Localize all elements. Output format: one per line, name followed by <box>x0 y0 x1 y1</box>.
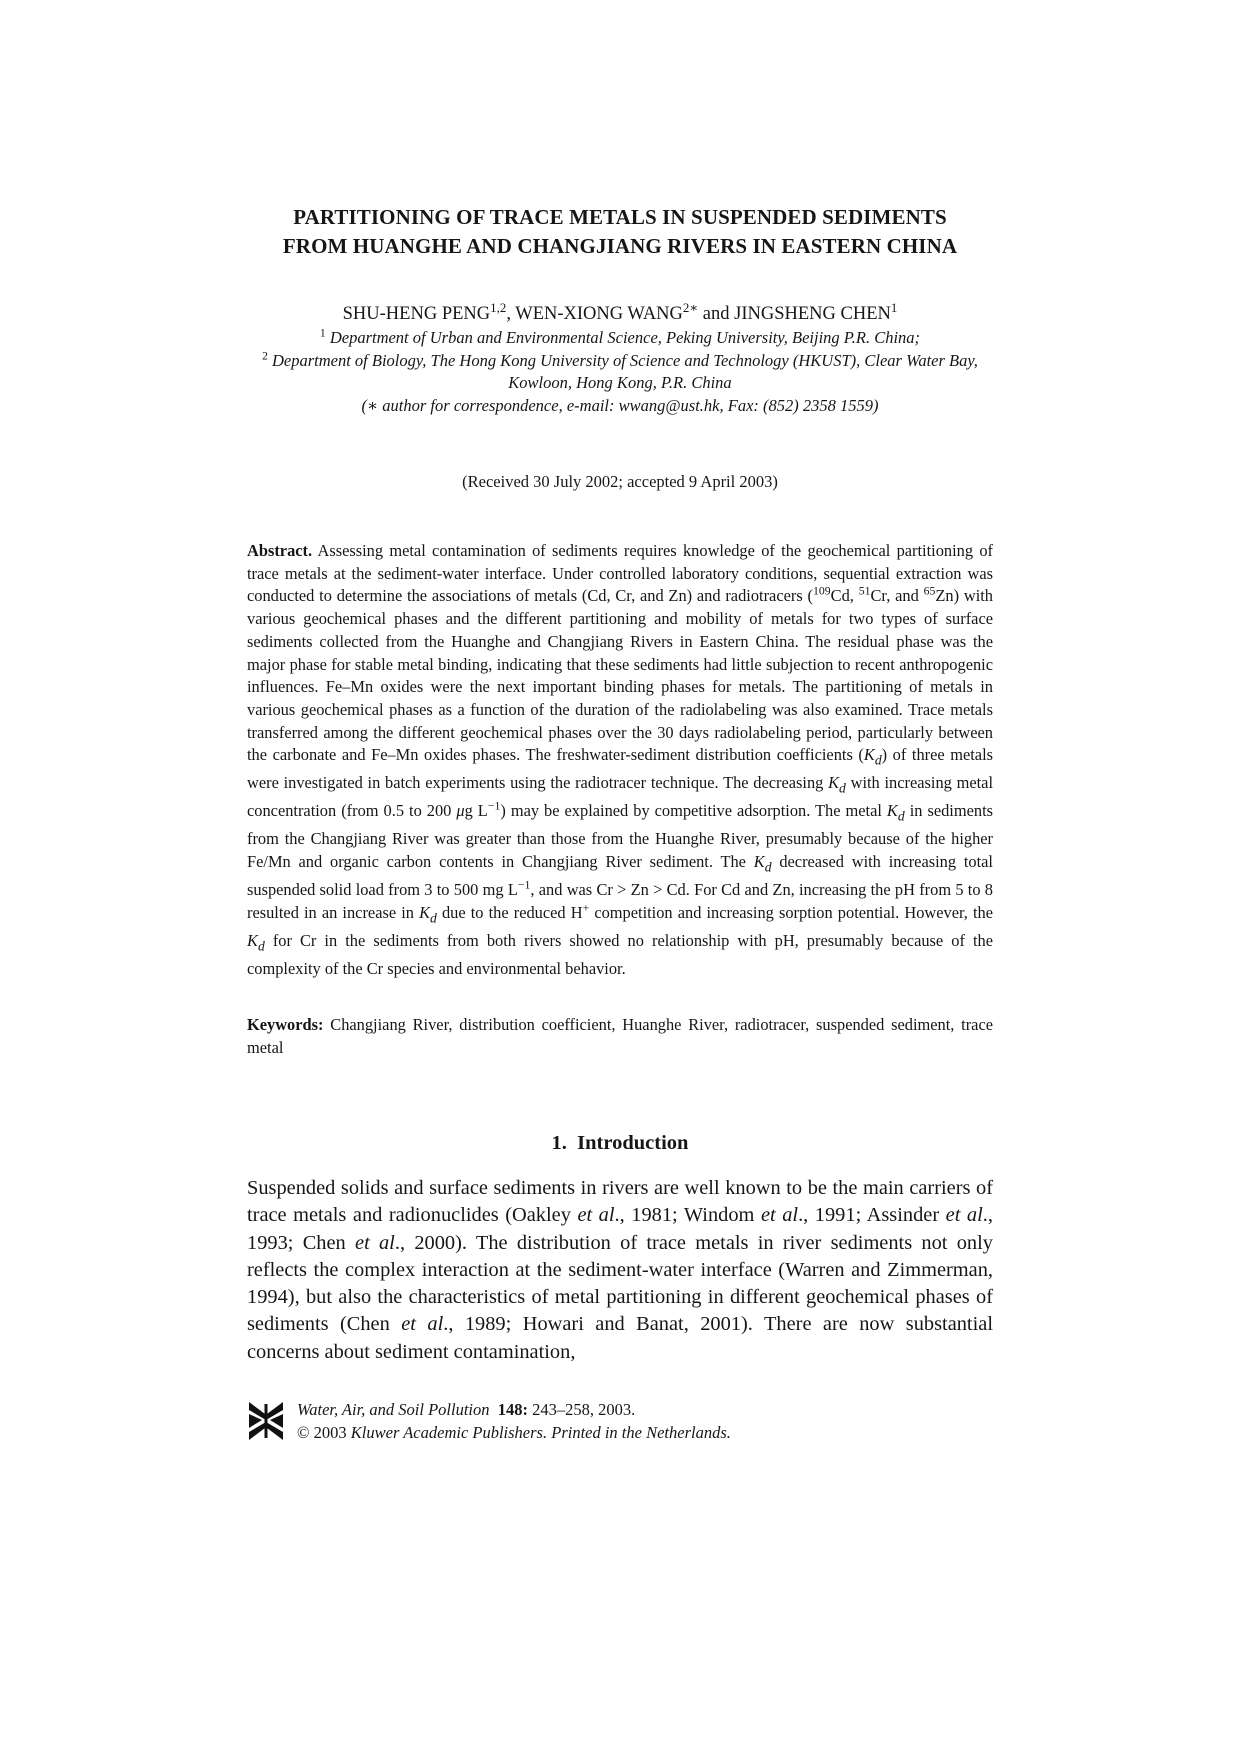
ion-charge: + <box>582 900 590 915</box>
affiliation-text: Department of Urban and Environmental Science, Peking University, Beijing P.R. China; <box>325 328 921 347</box>
section-title: Introduction <box>577 1132 689 1154</box>
author-name: JINGSHENG CHEN <box>734 304 891 324</box>
affiliations <box>240 327 1000 417</box>
kd-subscript: d <box>874 752 882 768</box>
author-affiliation-mark: 1,2 <box>490 299 507 315</box>
section-number: 1. <box>551 1132 567 1154</box>
abstract-text: in sediments from the Changjiang River was greater than those from the Huanghe River, presumably because of the higher Fe/Mn and organic carbon contents in Changjiang River sediment. The <box>247 801 993 871</box>
intro-text: ., 2000). The distribution of trace metals in river sediments not only reflects the complex interaction at the sediment-water interface (Warren and Zimmerman, 1994), but also the characteristics of metal partitioning in different geochemical phases of sediments (Chen <box>247 1231 993 1336</box>
kd-symbol: K <box>753 851 765 871</box>
keywords-text: Changjiang River, distribution coefficient, Huanghe River, radiotracer, suspended sediment, trace metal <box>247 1015 993 1057</box>
keywords <box>247 1014 993 1059</box>
author-affiliation-mark: 2∗ <box>682 299 699 315</box>
kd-symbol: K <box>419 902 431 922</box>
kd-subscript: d <box>839 780 846 796</box>
footer-text <box>297 1398 731 1444</box>
kd-subscript: d <box>764 859 772 875</box>
isotope-mass: 109 <box>812 583 831 598</box>
abstract-text: ) with various geochemical phases and the different partitioning and mobility of metals for two types of surface sediments collected from the Huanghe and Changjiang Rivers in Eastern China. The residual phase was the major phase for stable metal binding, indicating that these sediments had little subjection to recent anthropogenic influences. Fe–Mn oxides were the next important binding phases for metals. The partitioning of metals in various geochemical phases as a function of the duration of the radiolabeling was also examined. Trace metals transferred among the different geochemical phases over the 30 days radiolabeling period, particularly between the carbonate and Fe–Mn oxides phases. The freshwater-sediment distribution coefficients ( <box>247 586 994 765</box>
affiliation-number: 2 <box>262 350 268 363</box>
author-separator: , <box>506 304 516 324</box>
affiliation-number: 1 <box>319 327 326 340</box>
author-list <box>200 299 1040 326</box>
abstract-text: , and was Cr > Zn > Cd. For Cd and Zn, increasing the pH from 5 to 8 resulted in an increase in <box>247 879 993 922</box>
et-al: et al <box>760 1204 799 1227</box>
section-heading <box>200 1130 1040 1156</box>
kd-subscript: d <box>257 937 265 953</box>
kd-symbol: K <box>863 745 875 765</box>
abstract-text: ) of three metals were investigated in batch experiments using the radiotracer technique. The decreasing <box>247 745 994 793</box>
kd-subscript: d <box>897 808 905 824</box>
citation-line <box>297 1398 731 1421</box>
author-affiliation-mark: 1 <box>890 299 898 315</box>
affiliation-1 <box>240 327 1000 350</box>
kd-symbol: K <box>828 773 840 793</box>
affiliation-2 <box>240 350 1000 395</box>
kd-symbol: K <box>247 930 258 950</box>
affiliation-text: Department of Biology, The Hong Kong University of Science and Technology (HKUST), Clear Water Bay, Kowloon, Hong Kong, P.R. China <box>267 350 978 393</box>
abstract-text: Cr, and <box>870 586 924 606</box>
abstract-text: ) may be explained by competitive adsorption. The metal <box>500 801 887 821</box>
introduction-paragraph <box>247 1175 993 1366</box>
copyright-line <box>297 1421 731 1444</box>
author-separator: and <box>698 304 735 324</box>
et-al: et al <box>355 1231 395 1254</box>
et-al: et al <box>401 1313 444 1336</box>
abstract-text: Cd, <box>830 586 859 606</box>
mu-symbol: μ <box>456 801 465 821</box>
publisher-logo-icon <box>247 1400 285 1442</box>
copyright-year: © 2003 <box>297 1423 351 1442</box>
abstract-text: due to the reduced H <box>436 902 583 922</box>
journal-name: Water, Air, and Soil Pollution <box>297 1400 490 1419</box>
intro-text: ., 1991; Assinder <box>798 1204 946 1227</box>
journal-footer <box>247 1398 1007 1450</box>
abstract-text: g L <box>464 801 488 821</box>
intro-text: ., 1981; Windom <box>614 1204 761 1227</box>
author-name: WEN-XIONG WANG <box>515 304 683 324</box>
abstract-label: Abstract. <box>247 541 313 560</box>
keywords-label: Keywords: <box>247 1015 324 1034</box>
kd-subscript: d <box>430 909 437 925</box>
abstract-text: Zn <box>935 586 954 606</box>
journal-pages: 243–258, 2003. <box>528 1400 636 1419</box>
title-line-2: FROM HUANGHE AND CHANGJIANG RIVERS IN EASTERN CHINA <box>282 234 958 258</box>
received-dates: (Received 30 July 2002; accepted 9 April 2003) <box>462 472 778 491</box>
author-name: SHU-HENG PENG <box>342 304 491 324</box>
abstract-text: with increasing metal concentration (from 0.5 to 200 <box>247 773 993 821</box>
intro-text: ., 1989; Howari and Banat, 2001). There are now substantial concerns about sediment contamination, <box>247 1313 993 1363</box>
paper-title <box>200 203 1040 261</box>
intro-text: ., 1993; Chen <box>247 1204 993 1254</box>
exponent: −1 <box>517 877 531 892</box>
abstract-text: for Cr in the sediments from both rivers showed no relationship with pH, presumably because of the complexity of the Cr species and environmental behavior. <box>247 930 993 978</box>
abstract <box>247 540 993 980</box>
intro-text: Suspended solids and surface sediments in rivers are well known to be the main carriers of trace metals and radionuclides (Oakley <box>247 1177 993 1227</box>
publisher-name: Kluwer Academic Publishers. <box>350 1423 548 1442</box>
et-al: et al <box>577 1204 615 1227</box>
abstract-text: decreased with increasing total suspended solid load from 3 to 500 mg L <box>247 851 993 899</box>
exponent: −1 <box>487 798 501 813</box>
correspondence-note: (∗ author for correspondence, e-mail: wwang@ust.hk, Fax: (852) 2358 1559) <box>361 395 879 415</box>
kd-symbol: K <box>886 801 898 821</box>
title-line-1: PARTITIONING OF TRACE METALS IN SUSPENDED SEDIMENTS <box>293 205 947 229</box>
isotope-mass: 51 <box>858 583 871 598</box>
isotope-mass: 65 <box>923 583 936 598</box>
abstract-text: Assessing metal contamination of sediments requires knowledge of the geochemical partitioning of trace metals at the sediment-water interface. Under controlled laboratory conditions, sequential extraction was conducted to determine the associations of metals (Cd, Cr, and Zn) and radiotracers ( <box>247 541 993 606</box>
journal-volume: 148: <box>497 1400 529 1419</box>
et-al: et al <box>945 1204 983 1227</box>
printed-note: Printed in the Netherlands. <box>547 1423 731 1442</box>
abstract-text: competition and increasing sorption potential. However, the <box>589 902 994 922</box>
